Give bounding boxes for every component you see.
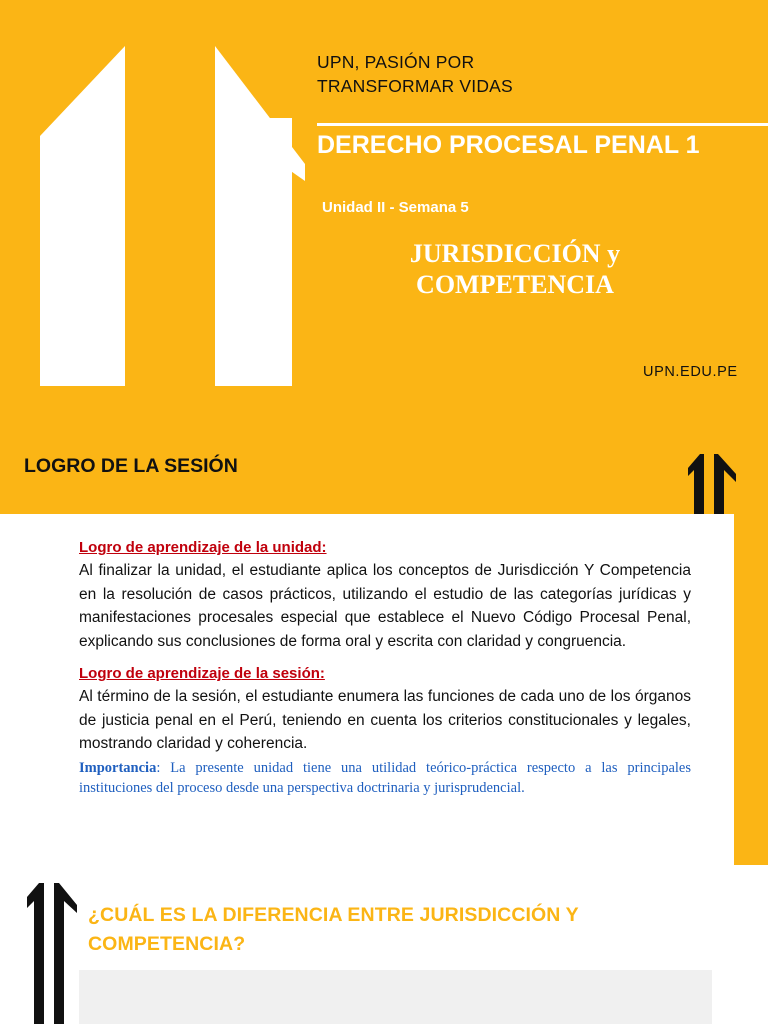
unit-week: Unidad II - Semana 5 — [322, 199, 469, 216]
unit-goal-text: Al finalizar la unidad, el estudiante aplica los conceptos de Jurisdicción Y Competencia en la resolución de casos prácticos, utilizando el estudio de las categorías jurídicas y manifestaciones procesales especial que establece el Nuevo Código Procesal Penal, explicando sus conclusiones de forma oral y escrita con claridad y congruencia. — [79, 562, 691, 650]
upn-arrows-logo-icon — [40, 46, 305, 386]
course-title: DERECHO PROCESAL PENAL 1 — [317, 131, 700, 159]
upn-arrows-black-icon — [27, 883, 77, 1024]
question-slide — [0, 865, 768, 1024]
upn-arrows-small-icon — [688, 454, 736, 514]
importance-text: : La presente unidad tiene una utilidad teórico-práctica respecto a las principales instituciones del proceso desde una perspectiva doctrinaria y jurisprudencial. — [79, 759, 691, 796]
session-goal-text: Al término de la sesión, el estudiante enumera las funciones de cada uno de los órganos de justicia penal en el Perú, teniendo en cuenta los criterios constitucionales y legales, mostrando claridad y coherencia. — [79, 688, 691, 752]
session-title: LOGRO DE LA SESIÓN — [24, 455, 238, 477]
session-slide — [0, 430, 768, 865]
divider — [317, 123, 768, 126]
topic-title: JURISDICCIÓN y COMPETENCIA — [409, 239, 621, 299]
cover-slide — [0, 0, 768, 430]
session-goal-label: Logro de aprendizaje de la sesión: — [79, 665, 325, 682]
question-heading: ¿CUÁL ES LA DIFERENCIA ENTRE JURISDICCIÓN Y COMPETENCIA? — [88, 904, 579, 955]
importance-label: Importancia — [79, 759, 157, 776]
unit-goal-label: Logro de aprendizaje de la unidad: — [79, 539, 327, 556]
upn-url: UPN.EDU.PE — [643, 364, 738, 380]
answer-box — [79, 970, 712, 1024]
upn-tagline: UPN, PASIÓN POR TRANSFORMAR VIDAS — [317, 52, 513, 96]
importance-note — [79, 758, 691, 798]
session-header — [0, 430, 768, 514]
side-strip — [734, 514, 768, 865]
session-body — [79, 537, 691, 798]
